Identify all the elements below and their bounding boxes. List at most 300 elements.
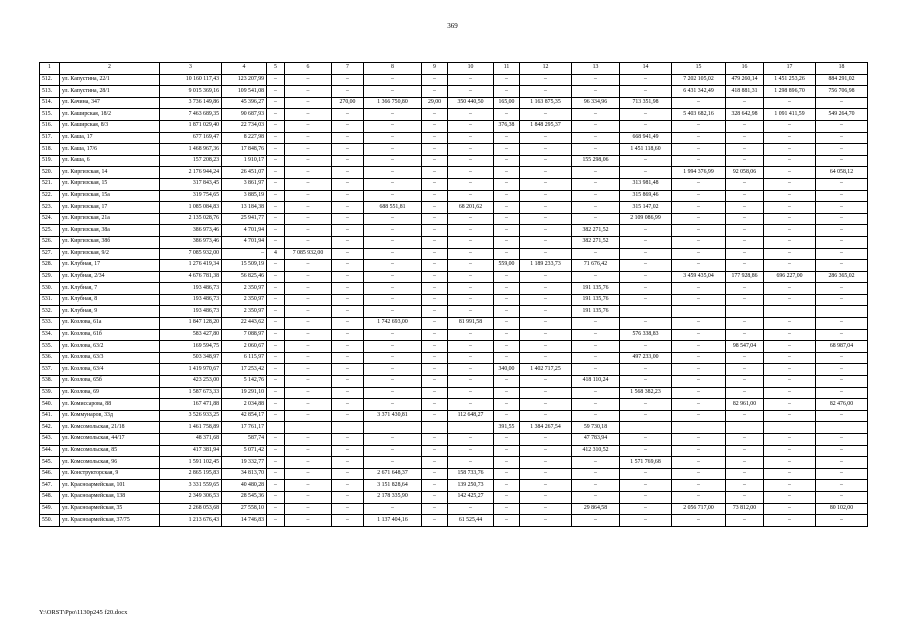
value-cell: 10 160 117,43	[160, 74, 222, 86]
value-cell: –	[620, 515, 672, 527]
value-cell: –	[672, 155, 726, 167]
value-cell: 583 427,80	[160, 329, 222, 341]
value-cell: –	[332, 364, 364, 376]
row-number-cell: 537.	[40, 364, 60, 376]
value-cell: 417 381,94	[160, 445, 222, 457]
address-cell: ул. Комсомольская, 44/17	[60, 434, 160, 446]
row-number-cell: 535.	[40, 341, 60, 353]
value-cell: 319 754,65	[160, 190, 222, 202]
value-cell: –	[620, 491, 672, 503]
value-cell	[422, 422, 448, 434]
table-row	[40, 503, 868, 515]
value-cell: –	[620, 468, 672, 480]
value-cell: 2 109 086,99	[620, 213, 672, 225]
value-cell: 328 642,98	[726, 109, 764, 121]
value-cell: –	[422, 503, 448, 515]
value-cell: 14 746,83	[222, 515, 267, 527]
value-cell: –	[285, 515, 332, 527]
value-cell: –	[267, 236, 285, 248]
value-cell: –	[672, 213, 726, 225]
address-cell: ул. Красноармейская, 138	[60, 491, 160, 503]
table-row	[40, 329, 868, 341]
value-cell: –	[816, 445, 868, 457]
value-cell: –	[267, 178, 285, 190]
value-cell: 3 526 933,25	[160, 410, 222, 422]
value-cell: –	[620, 167, 672, 179]
value-cell: –	[520, 329, 572, 341]
value-cell: –	[285, 399, 332, 411]
value-cell: –	[816, 491, 868, 503]
value-cell: –	[285, 283, 332, 295]
address-cell: ул. Киргизская, 17	[60, 202, 160, 214]
value-cell: 19 332,77	[222, 457, 267, 469]
value-cell: –	[672, 515, 726, 527]
value-cell: –	[726, 387, 764, 399]
value-cell: 1 468 967,36	[160, 144, 222, 156]
value-cell: –	[267, 399, 285, 411]
address-cell: ул. Каша, 17/6	[60, 144, 160, 156]
value-cell: –	[726, 155, 764, 167]
value-cell: –	[816, 410, 868, 422]
value-cell: –	[726, 329, 764, 341]
value-cell: 29 864,58	[572, 503, 620, 515]
value-cell: –	[448, 236, 494, 248]
value-cell: –	[672, 387, 726, 399]
value-cell: –	[448, 178, 494, 190]
value-cell: –	[572, 86, 620, 98]
value-cell: –	[816, 132, 868, 144]
address-cell: ул. Клубная, 8	[60, 294, 160, 306]
column-header: 9	[422, 63, 448, 75]
value-cell: –	[816, 515, 868, 527]
value-cell: 22 734,03	[222, 120, 267, 132]
value-cell: –	[672, 236, 726, 248]
footer-path: Y:\ORST\Ppo\1130p245 f20.docx	[39, 609, 128, 616]
value-cell: –	[764, 457, 816, 469]
row-number-cell: 532.	[40, 306, 60, 318]
value-cell: 191 135,76	[572, 283, 620, 295]
value-cell: –	[572, 352, 620, 364]
value-cell: –	[494, 445, 520, 457]
value-cell: –	[422, 86, 448, 98]
value-cell: 713 351,98	[620, 97, 672, 109]
value-cell: –	[726, 491, 764, 503]
value-cell: 7 202 105,02	[672, 74, 726, 86]
value-cell: 17 253,42	[222, 364, 267, 376]
value-cell: –	[572, 491, 620, 503]
row-number-cell: 543.	[40, 434, 60, 446]
row-number-cell: 541.	[40, 410, 60, 422]
value-cell: –	[816, 364, 868, 376]
value-cell: –	[764, 120, 816, 132]
value-cell: –	[267, 167, 285, 179]
table-row	[40, 364, 868, 376]
value-cell: –	[422, 202, 448, 214]
value-cell: –	[520, 213, 572, 225]
value-cell: –	[332, 399, 364, 411]
value-cell: –	[520, 480, 572, 492]
value-cell: –	[494, 468, 520, 480]
row-number-cell: 536.	[40, 352, 60, 364]
value-cell: 317 843,45	[160, 178, 222, 190]
value-cell: –	[422, 271, 448, 283]
value-cell: –	[726, 318, 764, 330]
row-number-cell: 531.	[40, 294, 60, 306]
address-cell: ул. Козлова, 63/2	[60, 341, 160, 353]
column-header: 7	[332, 63, 364, 75]
value-cell: 1 742 693,00	[364, 318, 422, 330]
value-cell: 1 591 102,45	[160, 457, 222, 469]
value-cell: –	[332, 329, 364, 341]
value-cell: –	[520, 225, 572, 237]
value-cell: –	[764, 294, 816, 306]
value-cell: –	[332, 155, 364, 167]
value-cell: –	[267, 225, 285, 237]
value-cell: –	[267, 120, 285, 132]
value-cell: –	[764, 341, 816, 353]
value-cell: –	[494, 491, 520, 503]
value-cell: –	[620, 318, 672, 330]
value-cell: –	[267, 376, 285, 388]
value-cell: 3 736 149,86	[160, 97, 222, 109]
value-cell: –	[520, 503, 572, 515]
value-cell: 418 110,24	[572, 376, 620, 388]
value-cell: –	[364, 225, 422, 237]
address-cell: ул. Каширская, 18/2	[60, 109, 160, 121]
value-cell: –	[520, 132, 572, 144]
row-number-cell: 534.	[40, 329, 60, 341]
value-cell: 193 486,73	[160, 294, 222, 306]
value-cell: –	[672, 120, 726, 132]
value-cell: –	[332, 109, 364, 121]
value-cell: 340,00	[494, 364, 520, 376]
value-cell: –	[520, 410, 572, 422]
value-cell: –	[572, 410, 620, 422]
value-cell: –	[520, 434, 572, 446]
value-cell: 4	[267, 248, 285, 260]
value-cell: 177 928,86	[726, 271, 764, 283]
value-cell: –	[620, 86, 672, 98]
value-cell: –	[764, 352, 816, 364]
row-number-cell: 524.	[40, 213, 60, 225]
value-cell: –	[672, 491, 726, 503]
value-cell: 112 648,27	[448, 410, 494, 422]
value-cell: –	[285, 202, 332, 214]
value-cell: –	[494, 155, 520, 167]
address-cell: ул. Каша, 6	[60, 155, 160, 167]
value-cell: 1 298 896,70	[764, 86, 816, 98]
value-cell: 191 135,76	[572, 306, 620, 318]
value-cell: –	[285, 213, 332, 225]
value-cell: –	[816, 120, 868, 132]
value-cell: –	[764, 155, 816, 167]
value-cell: 191 135,76	[572, 294, 620, 306]
address-cell: ул. Киргизская, 14	[60, 167, 160, 179]
value-cell: –	[494, 480, 520, 492]
value-cell: –	[672, 178, 726, 190]
value-cell: –	[764, 503, 816, 515]
value-cell: 7 085 932,00	[160, 248, 222, 260]
row-number-cell: 526.	[40, 236, 60, 248]
value-cell	[726, 422, 764, 434]
value-cell: 382 271,52	[572, 236, 620, 248]
value-cell: –	[764, 515, 816, 527]
value-cell: 73 812,00	[726, 503, 764, 515]
value-cell: 59 730,18	[572, 422, 620, 434]
value-cell: –	[494, 283, 520, 295]
table-row	[40, 410, 868, 422]
value-cell: –	[422, 213, 448, 225]
value-cell: 1 871 029,40	[160, 120, 222, 132]
value-cell: –	[816, 225, 868, 237]
value-cell: –	[332, 86, 364, 98]
column-header: 8	[364, 63, 422, 75]
value-cell: –	[267, 144, 285, 156]
value-cell: 8 227,98	[222, 132, 267, 144]
value-cell: –	[448, 271, 494, 283]
value-cell: 386 973,46	[160, 225, 222, 237]
value-cell: –	[620, 503, 672, 515]
value-cell: –	[332, 376, 364, 388]
value-cell: –	[332, 190, 364, 202]
value-cell: 6 115,97	[222, 352, 267, 364]
value-cell: –	[572, 341, 620, 353]
value-cell: –	[267, 283, 285, 295]
value-cell: –	[764, 248, 816, 260]
value-cell: –	[448, 132, 494, 144]
value-cell: –	[285, 167, 332, 179]
value-cell: –	[285, 144, 332, 156]
value-cell: –	[494, 167, 520, 179]
value-cell: 26 451,07	[222, 167, 267, 179]
value-cell	[672, 306, 726, 318]
value-cell: –	[620, 341, 672, 353]
column-header: 14	[620, 63, 672, 75]
value-cell: –	[364, 132, 422, 144]
value-cell: –	[448, 376, 494, 388]
value-cell: 155 298,06	[572, 155, 620, 167]
address-cell: ул. Качина, 347	[60, 97, 160, 109]
value-cell: –	[285, 120, 332, 132]
value-cell: –	[285, 109, 332, 121]
column-header: 5	[267, 63, 285, 75]
value-cell: –	[422, 248, 448, 260]
value-cell: –	[448, 248, 494, 260]
table-row	[40, 434, 868, 446]
row-number-cell: 533.	[40, 318, 60, 330]
row-number-cell: 513.	[40, 86, 60, 98]
value-cell: –	[448, 155, 494, 167]
value-cell: –	[267, 260, 285, 272]
value-cell: –	[332, 445, 364, 457]
value-cell: 40 480,28	[222, 480, 267, 492]
value-cell: –	[285, 352, 332, 364]
value-cell: –	[422, 352, 448, 364]
value-cell: –	[816, 468, 868, 480]
value-cell: –	[267, 97, 285, 109]
value-cell: –	[332, 480, 364, 492]
value-cell: –	[816, 387, 868, 399]
value-cell: –	[267, 491, 285, 503]
value-cell: –	[816, 190, 868, 202]
value-cell: –	[520, 318, 572, 330]
value-cell: –	[364, 155, 422, 167]
column-header: 12	[520, 63, 572, 75]
value-cell: –	[726, 144, 764, 156]
value-cell: –	[672, 468, 726, 480]
value-cell: –	[448, 74, 494, 86]
value-cell: –	[494, 410, 520, 422]
value-cell: –	[816, 434, 868, 446]
value-cell: –	[672, 202, 726, 214]
value-cell: 56 825,46	[222, 271, 267, 283]
value-cell	[332, 422, 364, 434]
value-cell: –	[364, 306, 422, 318]
value-cell: –	[422, 144, 448, 156]
value-cell: –	[816, 457, 868, 469]
value-cell: –	[672, 248, 726, 260]
table-row	[40, 190, 868, 202]
value-cell: –	[494, 376, 520, 388]
value-cell: –	[267, 480, 285, 492]
value-cell: –	[816, 260, 868, 272]
value-cell: 68 201,62	[448, 202, 494, 214]
value-cell: –	[285, 468, 332, 480]
value-cell: –	[448, 364, 494, 376]
value-cell: –	[520, 376, 572, 388]
row-number-cell: 538.	[40, 376, 60, 388]
value-cell: 1 910,17	[222, 155, 267, 167]
value-cell: –	[572, 190, 620, 202]
value-cell: –	[422, 410, 448, 422]
value-cell: –	[816, 283, 868, 295]
value-cell: –	[364, 120, 422, 132]
value-cell: –	[285, 236, 332, 248]
value-cell: –	[285, 387, 332, 399]
value-cell: –	[267, 306, 285, 318]
value-cell: –	[494, 457, 520, 469]
value-cell: –	[448, 434, 494, 446]
value-cell: –	[448, 457, 494, 469]
value-cell: –	[494, 515, 520, 527]
value-cell: –	[448, 329, 494, 341]
value-cell: –	[726, 468, 764, 480]
address-cell: ул. Козлова, 61б	[60, 329, 160, 341]
value-cell: 1 366 750,80	[364, 97, 422, 109]
value-cell: –	[672, 190, 726, 202]
data-table	[39, 62, 868, 527]
value-cell	[816, 422, 868, 434]
value-cell: –	[364, 283, 422, 295]
value-cell: –	[572, 202, 620, 214]
value-cell: –	[764, 491, 816, 503]
value-cell: –	[448, 225, 494, 237]
value-cell: –	[620, 248, 672, 260]
column-header: 18	[816, 63, 868, 75]
address-cell: ул. Красноармейская, 101	[60, 480, 160, 492]
value-cell: 3 459 435,04	[672, 271, 726, 283]
column-header: 2	[60, 63, 160, 75]
value-cell: 2 178 335,90	[364, 491, 422, 503]
value-cell: –	[285, 434, 332, 446]
table-row	[40, 306, 868, 318]
value-cell: –	[285, 410, 332, 422]
value-cell: –	[448, 120, 494, 132]
value-cell: 71 676,42	[572, 260, 620, 272]
address-cell: ул. Клубная, 2/34	[60, 271, 160, 283]
value-cell: 4 701,94	[222, 236, 267, 248]
table-row	[40, 86, 868, 98]
value-cell: –	[726, 457, 764, 469]
value-cell: –	[520, 445, 572, 457]
value-cell: –	[572, 515, 620, 527]
value-cell: –	[764, 434, 816, 446]
row-number-cell: 521.	[40, 178, 60, 190]
value-cell: –	[520, 202, 572, 214]
row-number-cell: 550.	[40, 515, 60, 527]
value-cell: 17 761,17	[222, 422, 267, 434]
value-cell: 549 264,70	[816, 109, 868, 121]
value-cell: 315 147,02	[620, 202, 672, 214]
value-cell: –	[816, 178, 868, 190]
address-cell: ул. Коммунаров, 33д	[60, 410, 160, 422]
value-cell: 3 331 559,65	[160, 480, 222, 492]
value-cell: –	[332, 410, 364, 422]
value-cell: 3 371 430,81	[364, 410, 422, 422]
page-number: 369	[447, 22, 458, 30]
value-cell: –	[332, 387, 364, 399]
value-cell: –	[520, 271, 572, 283]
column-header: 17	[764, 63, 816, 75]
value-cell: 1 137 404,16	[364, 515, 422, 527]
value-cell: –	[364, 190, 422, 202]
value-cell	[448, 422, 494, 434]
value-cell: –	[364, 352, 422, 364]
value-cell: –	[764, 376, 816, 388]
value-cell: –	[726, 445, 764, 457]
value-cell: –	[672, 260, 726, 272]
value-cell: –	[764, 190, 816, 202]
address-cell: ул. Каша, 17	[60, 132, 160, 144]
value-cell: 1 571 769,68	[620, 457, 672, 469]
value-cell: –	[726, 202, 764, 214]
value-cell: 1 419 970,67	[160, 364, 222, 376]
value-cell: –	[816, 236, 868, 248]
value-cell: –	[620, 445, 672, 457]
value-cell: 7 085 932,00	[285, 248, 332, 260]
value-cell: –	[764, 97, 816, 109]
value-cell: –	[764, 225, 816, 237]
table-row	[40, 480, 868, 492]
value-cell: 696 227,00	[764, 271, 816, 283]
value-cell: –	[285, 271, 332, 283]
column-header: 11	[494, 63, 520, 75]
row-number-cell: 514.	[40, 97, 60, 109]
value-cell: –	[332, 503, 364, 515]
value-cell: –	[285, 341, 332, 353]
value-cell: 45 396,27	[222, 97, 267, 109]
value-cell: 1 847 128,20	[160, 318, 222, 330]
column-header: 16	[726, 63, 764, 75]
value-cell: –	[267, 109, 285, 121]
table-row	[40, 445, 868, 457]
address-cell: ул. Киргизская, 38а	[60, 225, 160, 237]
value-cell: –	[520, 399, 572, 411]
table-row	[40, 422, 868, 434]
table-row	[40, 352, 868, 364]
value-cell: –	[520, 248, 572, 260]
value-cell: –	[285, 97, 332, 109]
